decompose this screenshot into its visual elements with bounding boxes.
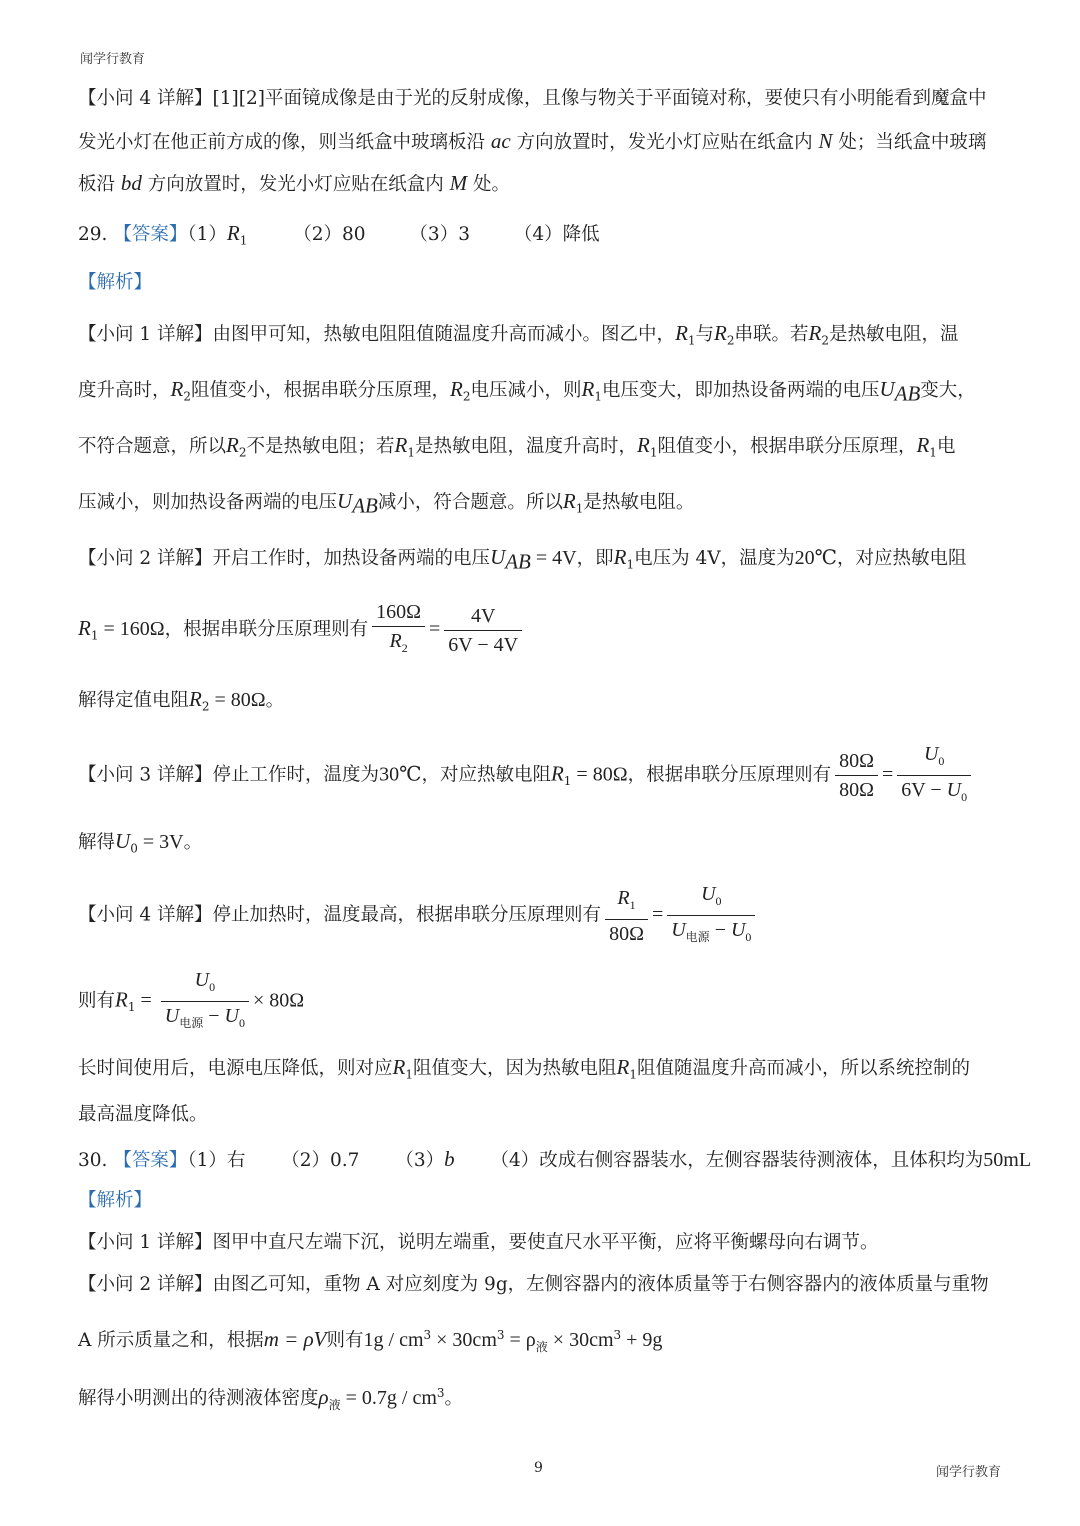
paragraph-line: $R_1 = 160\Omega$，根据串联分压原理则有 $\frac{160\Omega}{R_2}$ = $\frac{4V}{6V - 4V}$ bbox=[78, 598, 1008, 662]
section-tag: 【小问 4 详解】 bbox=[78, 88, 213, 109]
paragraph-line: 【小问 2 详解】由图乙可知，重物 A 对应刻度为 9g，左侧容器内的液体质量等于右侧容器内的液体质量与重物 bbox=[78, 1274, 989, 1295]
paragraph-line: 则有$R_1$ = $\frac{U_0}{U_{电源} - U_0}$ × 80Ω bbox=[78, 966, 1008, 1037]
paragraph-line: 解得定值电阻$R_2 = 80\Omega$。 bbox=[78, 687, 285, 714]
paragraph-line: 【小问 1 详解】由图甲可知，热敏电阻阻值随温度升高而减小。图乙中，$R_1$与$R_2$串联。若$R_2$是热敏电阻，温 bbox=[78, 321, 959, 348]
question-number: 29. bbox=[78, 224, 108, 245]
paragraph-line: 【小问 4 详解】[1][2]平面镜成像是由于光的反射成像，且像与物关于平面镜对称，要使只有小明能看到魔盒中 bbox=[78, 88, 987, 109]
paragraph-line: 长时间使用后，电源电压降低，则对应$R_1$阻值变大，因为热敏电阻$R_1$阻值随温度升高而减小，所以系统控制的 bbox=[78, 1055, 970, 1082]
section-tag: 【小问 3 详解】 bbox=[78, 764, 213, 786]
footer-brand: 闻学行教育 bbox=[936, 1465, 1002, 1480]
fraction: $\frac{4V}{6V - 4V}$ bbox=[444, 602, 522, 659]
paragraph-line: 【小问 4 详解】停止加热时，温度最高，根据串联分压原理则有 $\frac{R_1}{80\Omega}$ = $\frac{U_0}{U_{电源} - U_0}$ bbox=[78, 880, 1008, 951]
analysis-tag: 【解析】 bbox=[78, 1190, 153, 1211]
paragraph-line: 最高温度降低。 bbox=[78, 1104, 208, 1125]
paragraph-line: 解得$U_0 = 3V$。 bbox=[78, 829, 203, 856]
section-tag: 【小问 1 详解】 bbox=[78, 1232, 213, 1253]
section-tag: 【小问 2 详解】 bbox=[78, 548, 213, 569]
paragraph-line: 【小问 2 详解】开启工作时，加热设备两端的电压$U_{AB} = 4V$，即$R_1$电压为 4V，温度为20℃，对应热敏电阻 bbox=[78, 545, 967, 574]
paragraph-line: 发光小灯在他正前方成的像，则当纸盒中玻璃板沿 ac 方向放置时，发光小灯应贴在纸盒内 N 处；当纸盒中玻璃 bbox=[78, 129, 987, 153]
question-number: 30. bbox=[78, 1150, 108, 1171]
fraction: $\frac{U_0}{U_{电源} - U_0}$ bbox=[161, 966, 249, 1037]
fraction: $\frac{U_0}{6V - U_0}$ bbox=[897, 740, 971, 811]
paragraph-line: 解得小明测出的待测液体密度$\rho_液 = 0.7g / cm^3$。 bbox=[78, 1385, 464, 1412]
section-tag: 【小问 4 详解】 bbox=[78, 904, 213, 926]
fraction: $\frac{160\Omega}{R_2}$ bbox=[372, 598, 425, 662]
paragraph-line: 板沿 bd 方向放置时，发光小灯应贴在纸盒内 M 处。 bbox=[78, 171, 511, 195]
fraction: $\frac{80\Omega}{80\Omega}$ bbox=[835, 747, 878, 804]
answer-line-30: 30. 【答案】（1）右 （2）0.7 （3）b （4）改成右侧容器装水，左侧容器装待测液体，且体积均为50mL bbox=[78, 1147, 1032, 1171]
section-tag: 【小问 2 详解】 bbox=[78, 1274, 213, 1295]
page-number: 9 bbox=[534, 1460, 543, 1476]
fraction: $\frac{U_0}{U_{电源} - U_0}$ bbox=[667, 880, 755, 951]
answer-tag: 【答案】 bbox=[113, 224, 188, 245]
section-tag: 【小问 1 详解】 bbox=[78, 324, 213, 345]
paragraph-line: 度升高时，$R_2$阻值变小，根据串联分压原理，$R_2$电压减小，则$R_1$电压变大，即加热设备两端的电压$U_{AB}$变大， bbox=[78, 377, 976, 406]
analysis-tag: 【解析】 bbox=[78, 272, 153, 293]
paragraph-line: 【小问 1 详解】图甲中直尺左端下沉，说明左端重，要使直尺水平平衡，应将平衡螺母向右调节。 bbox=[78, 1232, 879, 1253]
answer-tag: 【答案】 bbox=[113, 1150, 188, 1171]
paragraph-line: 压减小，则加热设备两端的电压$U_{AB}$减小，符合题意。所以$R_1$是热敏电阻。 bbox=[78, 489, 695, 518]
paragraph-line: 【小问 3 详解】停止工作时，温度为30℃，对应热敏电阻$R_1 = 80\Omega$，根据串联分压原理则有 $\frac{80\Omega}{80\Omega}$ = $\frac{U_0}{6V - U_0}$ bbox=[78, 740, 1008, 811]
header-brand: 闻学行教育 bbox=[80, 52, 146, 67]
fraction: $\frac{R_1}{80\Omega}$ bbox=[605, 884, 648, 948]
answer-line-29: 29. 【答案】$(1)R_1$ （2）80 （3）3 （4）降低 bbox=[78, 221, 600, 248]
paragraph-line: A 所示质量之和，根据m = ρV则有$1g / cm^3 \times 30cm^3 = \rho_液 \times 30cm^3 + 9g$ bbox=[78, 1327, 663, 1354]
paragraph-line: 不符合题意，所以$R_2$不是热敏电阻；若$R_1$是热敏电阻，温度升高时，$R_1$阻值变小，根据串联分压原理，$R_1$电 bbox=[78, 433, 956, 460]
